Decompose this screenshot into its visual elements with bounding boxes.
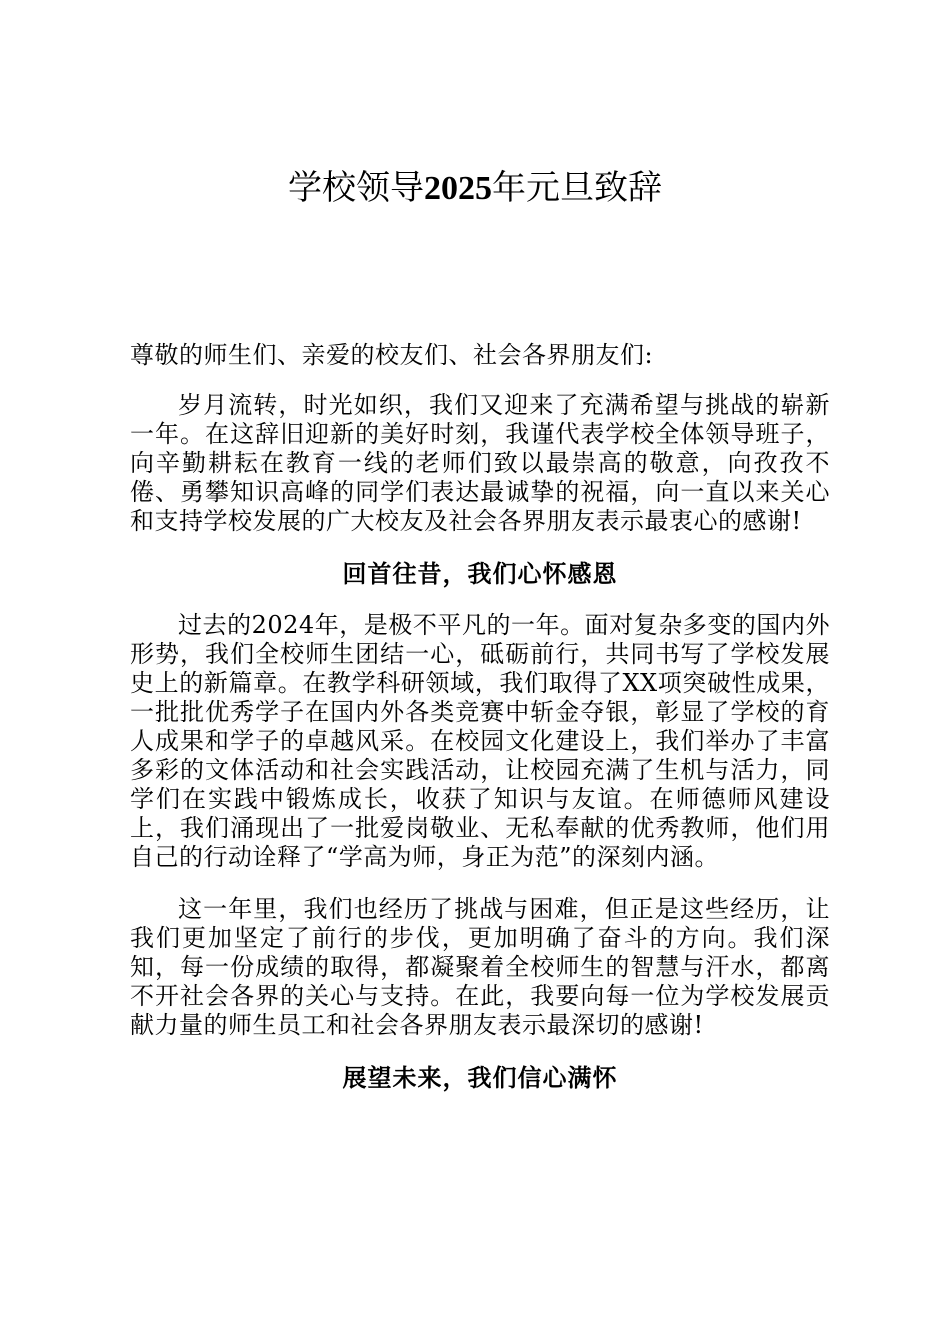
review-paragraph: 过去的2024年，是极不平凡的一年。面对复杂多变的国内外形势，我们全校师生团结一心，砥砺前行，共同书写了学校发展史上的新篇章。在教学科研领域，我们取得了XX项突破性成果，一批批优秀学子在国内外各类竞赛中斩金夺银，彰显了学校的育人成果和学子的卓越风采。在校园文化建设上，我们举办了丰富多彩的文体活动和社会实践活动，让校园充满了生机与活力，同学们在实践中锻炼成长，收获了知识与友谊。在师德师风建设上，我们涌现出了一批爱岗敬业、无私奉献的优秀教师，他们用自己的行动诠释了“学高为师，身正为范”的深刻内涵。 <box>130 611 830 871</box>
document-title <box>0 164 950 213</box>
title-suffix: 年元旦致辞 <box>492 168 662 208</box>
salutation: 尊敬的师生们、亲爱的校友们、社会各界朋友们: <box>130 341 654 369</box>
title-prefix: 学校领导 <box>288 168 424 208</box>
section-heading-outlook: 展望未来，我们信心满怀 <box>342 1063 618 1092</box>
section-heading-review: 回首往昔，我们心怀感恩 <box>342 559 618 588</box>
thanks-paragraph: 这一年里，我们也经历了挑战与困难，但正是这些经历，让我们更加坚定了前行的步伐，更加明确了奋斗的方向。我们深知，每一份成绩的取得，都凝聚着全校师生的智慧与汗水，都离不开社会各界的关心与支持。在此，我要向每一位为学校发展贡献力量的师生员工和社会各界朋友表示最深切的感谢! <box>130 895 830 1039</box>
title-year: 2025 <box>424 170 492 207</box>
opening-paragraph: 岁月流转，时光如织，我们又迎来了充满希望与挑战的崭新一年。在这辞旧迎新的美好时刻，我谨代表学校全体领导班子，向辛勤耕耘在教育一线的老师们致以最崇高的敬意，向孜孜不倦、勇攀知识高峰的同学们表达最诚挚的祝福，向一直以来关心和支持学校发展的广大校友及社会各界朋友表示最衷心的感谢! <box>130 391 830 535</box>
document-body <box>130 341 830 1115</box>
